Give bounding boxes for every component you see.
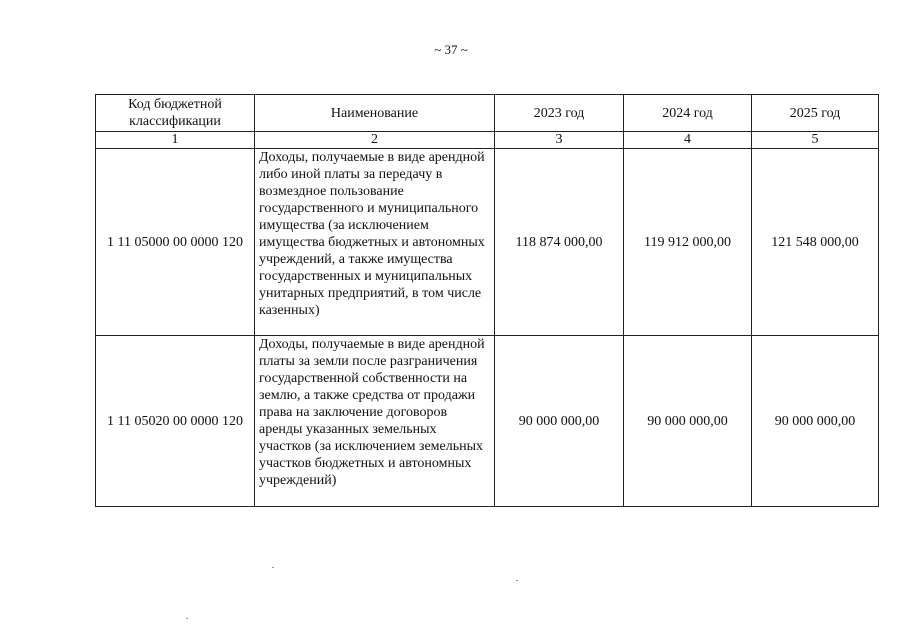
table-header-row xyxy=(96,95,879,132)
column-number: 3 xyxy=(495,132,624,149)
amount-2023: 118 874 000,00 xyxy=(495,149,624,336)
scan-speck xyxy=(272,567,274,568)
column-number: 4 xyxy=(624,132,752,149)
table-row xyxy=(96,336,879,507)
header-2023: 2023 год xyxy=(495,95,624,132)
column-number: 2 xyxy=(255,132,495,149)
column-number: 5 xyxy=(752,132,879,149)
budget-code: 1 11 05000 00 0000 120 xyxy=(96,149,255,336)
income-name: Доходы, получаемые в виде арендной либо иной платы за передачу в возмездное пользование государственного и муниципального имущества (за исключением имущества бюджетных и автономных учреждений, а также имущества государственных и муниципальных унитарных предприятий, в том числе казенных) xyxy=(255,149,495,336)
header-2024: 2024 год xyxy=(624,95,752,132)
header-name: Наименование xyxy=(255,95,495,132)
amount-2024: 119 912 000,00 xyxy=(624,149,752,336)
scan-speck xyxy=(516,580,518,581)
header-2025: 2025 год xyxy=(752,95,879,132)
scan-speck xyxy=(186,618,188,619)
income-name: Доходы, получаемые в виде арендной платы за земли после разграничения государственной собственности на землю, а также средства от продажи права на заключение договоров аренды указанных земельных участков (за исключением земельных участков бюджетных и автономных учреждений) xyxy=(255,336,495,507)
amount-2024: 90 000 000,00 xyxy=(624,336,752,507)
header-code: Код бюджетной классификации xyxy=(96,95,255,132)
amount-2025: 121 548 000,00 xyxy=(752,149,879,336)
amount-2023: 90 000 000,00 xyxy=(495,336,624,507)
amount-2025: 90 000 000,00 xyxy=(752,336,879,507)
column-number-row xyxy=(96,132,879,149)
budget-code: 1 11 05020 00 0000 120 xyxy=(96,336,255,507)
column-number: 1 xyxy=(96,132,255,149)
page-number: ~ 37 ~ xyxy=(434,42,468,57)
budget-table xyxy=(95,94,879,507)
table-row xyxy=(96,149,879,336)
